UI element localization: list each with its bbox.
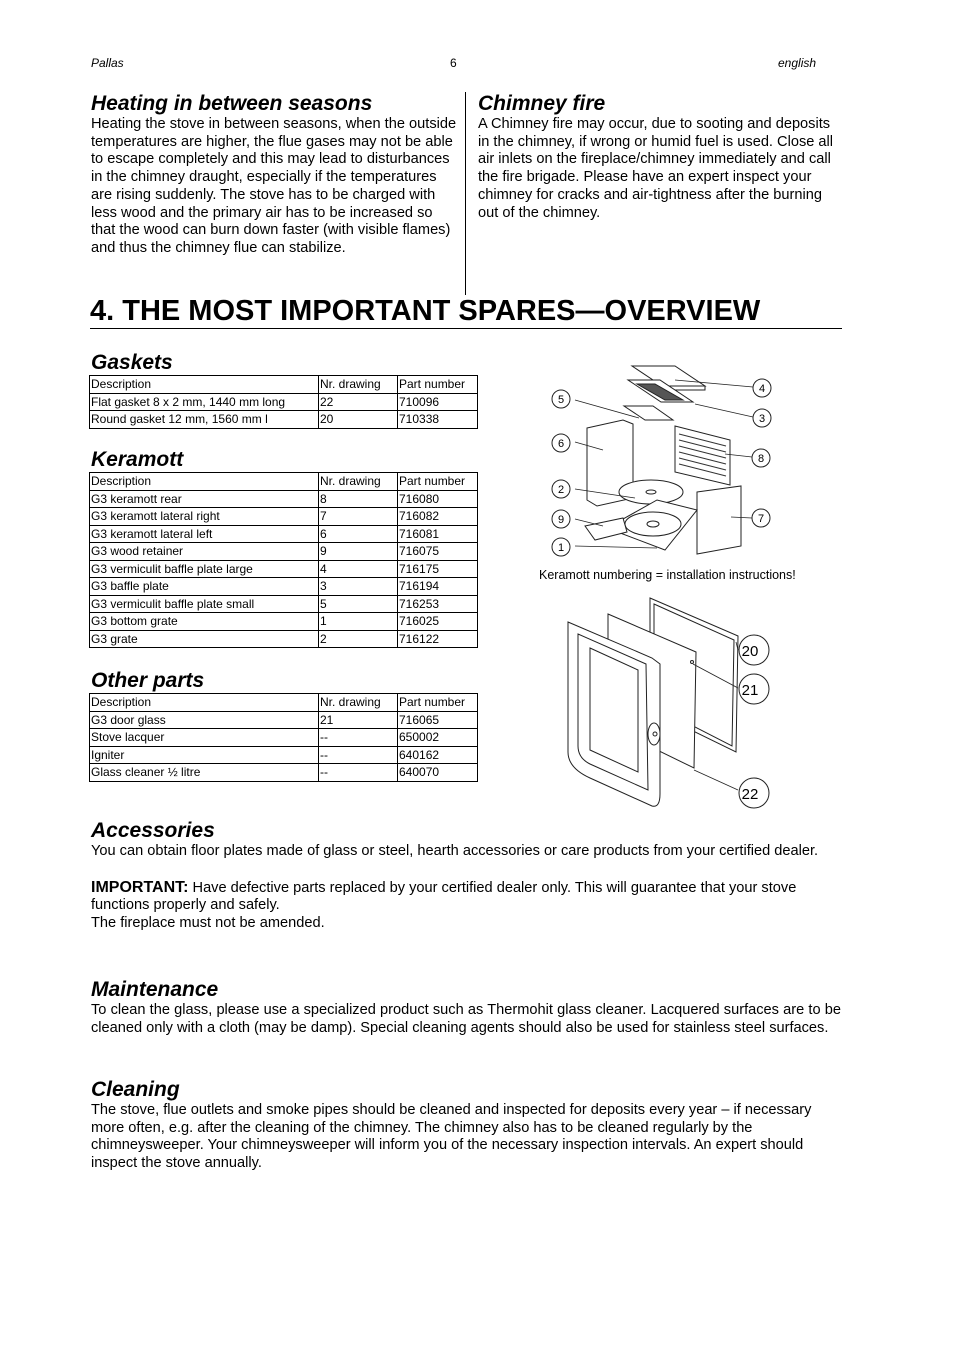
- other-parts-table: [89, 693, 478, 782]
- maintenance-section: [91, 978, 841, 1037]
- table-cell: 716194: [398, 578, 478, 596]
- header-left: Pallas: [91, 56, 124, 70]
- callout-label: 6: [557, 438, 565, 450]
- cleaning-text: The stove, flue outlets and smoke pipes should be cleaned and inspected for deposits every year – if necessary more often, e.g. after the cleaning of the chimney. The chimney also has to be cleaned regularly by the chimneysweeper. Your chimneysweeper will inform you of the necessary inspection intervals. An expert should inspect the stove annually.: [91, 1102, 812, 1172]
- table-cell: 8: [319, 490, 398, 508]
- table-header-row: [90, 694, 478, 712]
- table-cell: Round gasket 12 mm, 1560 mm l: [90, 411, 319, 429]
- table-row: [90, 578, 478, 596]
- table-cell: Glass cleaner ½ litre: [90, 764, 319, 782]
- table-cell: G3 wood retainer: [90, 543, 319, 561]
- table-cell: G3 vermiculit baffle plate large: [90, 560, 319, 578]
- table-cell: --: [319, 729, 398, 747]
- table-row: [90, 560, 478, 578]
- table-cell: G3 bottom grate: [90, 613, 319, 631]
- cleaning-section: [91, 1078, 821, 1173]
- table-cell: 716065: [398, 711, 478, 729]
- callout-label: 21: [741, 682, 759, 699]
- table-cell: 650002: [398, 729, 478, 747]
- table-cell: Part number: [398, 376, 478, 394]
- table-cell: 1: [319, 613, 398, 631]
- section-title: 4. THE MOST IMPORTANT SPARES—OVERVIEW: [90, 294, 842, 329]
- amend-text: The fireplace must not be amended.: [91, 915, 325, 932]
- table-cell: 22: [319, 393, 398, 411]
- table-cell: Nr. drawing: [319, 376, 398, 394]
- table-cell: Stove lacquer: [90, 729, 319, 747]
- chimney-section: [478, 92, 840, 222]
- table-cell: Description: [90, 473, 319, 491]
- callout-label: 2: [557, 484, 565, 496]
- table-cell: 640162: [398, 746, 478, 764]
- callout-label: 4: [758, 383, 766, 395]
- table-cell: Nr. drawing: [319, 694, 398, 712]
- maintenance-title: Maintenance: [91, 978, 219, 1001]
- table-cell: 7: [319, 508, 398, 526]
- column-divider: [465, 92, 466, 295]
- table-cell: 716081: [398, 525, 478, 543]
- accessories-section: [91, 819, 843, 933]
- table-cell: 9: [319, 543, 398, 561]
- heating-text: Heating the stove in between seasons, when the outside temperatures are higher, the flue gases may not be able to escape completely and this may lead to disturbances in the chimney draught, especially if the temperatures are rising suddenly. The stove has to be charged with less wood and the primary air has to be increased so that the wood can burn down faster (with visible flames) and thus the chimney flue can stabilize.: [91, 116, 457, 256]
- table-row: [90, 508, 478, 526]
- important-text: Have defective parts replaced by your certified dealer only. This will guarantee that your stove functions properly and safely.: [91, 879, 797, 914]
- important-note: [91, 879, 843, 915]
- table-cell: G3 keramott rear: [90, 490, 319, 508]
- table-cell: 716253: [398, 595, 478, 613]
- table-row: [90, 613, 478, 631]
- table-row: [90, 729, 478, 747]
- keramott-table: [89, 472, 478, 648]
- important-label: IMPORTANT:: [91, 878, 189, 896]
- gaskets-title: Gaskets: [91, 351, 173, 374]
- table-header-row: [90, 473, 478, 491]
- callout-label: 20: [741, 643, 759, 660]
- table-cell: Part number: [398, 694, 478, 712]
- accessories-text: You can obtain floor plates made of glass or steel, hearth accessories or care products from your certified dealer.: [91, 843, 819, 859]
- table-row: [90, 411, 478, 429]
- table-cell: 6: [319, 525, 398, 543]
- table-row: [90, 630, 478, 648]
- table-cell: 21: [319, 711, 398, 729]
- table-cell: 716082: [398, 508, 478, 526]
- table-cell: 640070: [398, 764, 478, 782]
- table-cell: 716175: [398, 560, 478, 578]
- table-row: [90, 711, 478, 729]
- table-row: [90, 595, 478, 613]
- table-row: [90, 746, 478, 764]
- table-header-row: [90, 376, 478, 394]
- table-cell: Part number: [398, 473, 478, 491]
- table-row: [90, 543, 478, 561]
- table-cell: Description: [90, 376, 319, 394]
- table-cell: 716122: [398, 630, 478, 648]
- table-cell: G3 keramott lateral left: [90, 525, 319, 543]
- callout-label: 5: [557, 394, 565, 406]
- callout-label: 1: [557, 542, 565, 554]
- table-cell: --: [319, 764, 398, 782]
- table-cell: 716080: [398, 490, 478, 508]
- table-cell: Igniter: [90, 746, 319, 764]
- table-cell: G3 grate: [90, 630, 319, 648]
- table-row: [90, 764, 478, 782]
- table-cell: G3 door glass: [90, 711, 319, 729]
- gaskets-table: [89, 375, 478, 429]
- header-page-number: 6: [450, 56, 457, 70]
- table-cell: 20: [319, 411, 398, 429]
- table-cell: G3 vermiculit baffle plate small: [90, 595, 319, 613]
- keramott-title: Keramott: [91, 448, 184, 471]
- table-cell: 710338: [398, 411, 478, 429]
- chimney-title: Chimney fire: [478, 92, 606, 115]
- table-cell: G3 baffle plate: [90, 578, 319, 596]
- other-parts-title: Other parts: [91, 669, 205, 692]
- table-row: [90, 525, 478, 543]
- table-cell: 2: [319, 630, 398, 648]
- table-cell: 3: [319, 578, 398, 596]
- table-cell: Nr. drawing: [319, 473, 398, 491]
- keramott-exploded-drawing: [545, 360, 785, 560]
- table-cell: --: [319, 746, 398, 764]
- cleaning-title: Cleaning: [91, 1078, 180, 1101]
- table-cell: 4: [319, 560, 398, 578]
- header-right: english: [778, 56, 817, 70]
- callout-label: 7: [757, 513, 765, 525]
- table-cell: Description: [90, 694, 319, 712]
- table-cell: Flat gasket 8 x 2 mm, 1440 mm long: [90, 393, 319, 411]
- callout-label: 9: [557, 514, 565, 526]
- table-row: [90, 490, 478, 508]
- table-cell: 710096: [398, 393, 478, 411]
- table-cell: 716075: [398, 543, 478, 561]
- heating-title: Heating in between seasons: [91, 92, 373, 115]
- callout-label: 22: [741, 786, 759, 803]
- callout-label: 8: [757, 453, 765, 465]
- figure-caption: Keramott numbering = installation instructions!: [539, 568, 796, 582]
- maintenance-text: To clean the glass, please use a specialized product such as Thermohit glass cleaner. Lacquered surfaces are to be cleaned only with a cloth (may be damp). Special cleaning agents should also be used for stainless steel surfaces.: [91, 1002, 841, 1036]
- table-row: [90, 393, 478, 411]
- table-cell: G3 keramott lateral right: [90, 508, 319, 526]
- accessories-title: Accessories: [91, 819, 215, 842]
- callout-label: 3: [758, 413, 766, 425]
- door-exploded-drawing: [560, 592, 780, 818]
- chimney-text: A Chimney fire may occur, due to sooting and deposits in the chimney, if wrong or humid fuel is used. Close all air inlets on the fireplace/chimney immediately and call the fire brigade. Please have an expert inspect your chimney for cracks and air-tightness after the burning out of the chimney.: [478, 116, 834, 221]
- heating-section: [91, 92, 457, 258]
- table-cell: 5: [319, 595, 398, 613]
- table-cell: 716025: [398, 613, 478, 631]
